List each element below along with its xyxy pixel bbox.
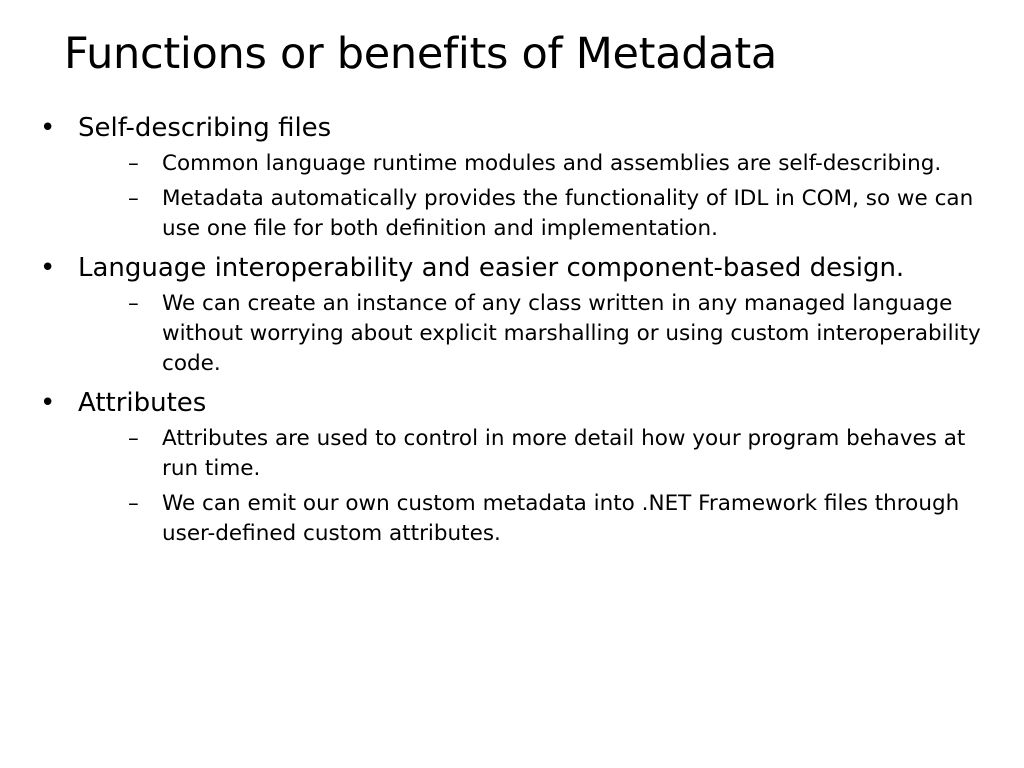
bullet-text: Language interoperability and easier component-based design.: [78, 253, 905, 283]
bullet-attributes: [38, 387, 988, 549]
dash-icon: –: [128, 491, 139, 516]
sub-item: [124, 489, 988, 549]
sub-item-text: We can create an instance of any class written in any managed language without worrying about explicit marshalling or using custom interoperability code.: [162, 291, 981, 376]
sub-list: [78, 149, 988, 244]
bullet-self-describing-files: [38, 112, 988, 244]
bullet-dot-icon: •: [40, 388, 56, 418]
sub-item: [124, 424, 988, 484]
dash-icon: –: [128, 426, 139, 451]
dash-icon: –: [128, 186, 139, 211]
sub-item: [124, 149, 988, 179]
sub-item: [124, 289, 988, 379]
bullet-dot-icon: •: [40, 113, 56, 143]
sub-item: [124, 184, 988, 244]
dash-icon: –: [128, 291, 139, 316]
bullet-dot-icon: •: [40, 253, 56, 283]
sub-item-text: We can emit our own custom metadata into .NET Framework files through user-defined custom attributes.: [162, 491, 960, 546]
bullet-text: Attributes: [78, 388, 207, 418]
bullet-text: Self-describing files: [78, 113, 332, 143]
dash-icon: –: [128, 151, 139, 176]
sub-list: [78, 424, 988, 549]
bullet-list: [38, 112, 988, 549]
sub-item-text: Common language runtime modules and assemblies are self-describing.: [162, 151, 942, 176]
slide-title: Functions or benefits of Metadata: [64, 29, 777, 79]
sub-item-text: Attributes are used to control in more detail how your program behaves at run time.: [162, 426, 966, 481]
bullet-language-interoperability: [38, 252, 988, 379]
sub-list: [78, 289, 988, 379]
sub-item-text: Metadata automatically provides the functionality of IDL in COM, so we can use one file for both definition and implementation.: [162, 186, 974, 241]
